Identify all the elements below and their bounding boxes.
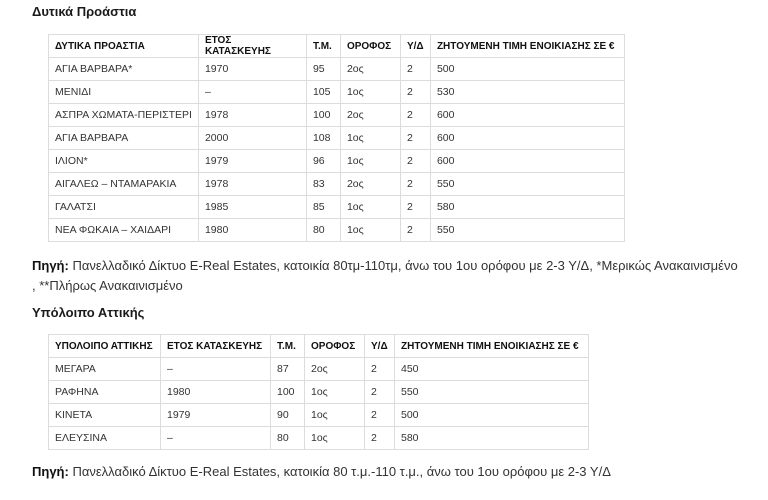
table-cell: ΑΣΠΡΑ ΧΩΜΑΤΑ-ΠΕΡΙΣΤΕΡΙ <box>49 104 199 127</box>
table-cell: 1ος <box>305 427 365 450</box>
table-row <box>49 127 625 150</box>
table-cell: 600 <box>430 127 624 150</box>
table-row <box>49 404 589 427</box>
table-cell: 580 <box>395 427 589 450</box>
table-cell: 2 <box>400 196 430 219</box>
source-label: Πηγή: <box>32 258 69 273</box>
table-cell: 100 <box>306 104 340 127</box>
table-cell: 2000 <box>198 127 306 150</box>
table-cell: 1980 <box>161 381 271 404</box>
table-row <box>49 104 625 127</box>
column-header: ΥΠΟΛΟΙΠΟ ΑΤΤΙΚΗΣ <box>49 335 161 358</box>
column-header: Υ/Δ <box>400 35 430 58</box>
source-text: Πανελλαδικό Δίκτυο E-Real Estates, κατοικία 80 τ.μ.-110 τ.μ., άνω του 1ου ορόφου με 2-3 Υ/Δ <box>68 464 611 479</box>
column-header: ΔΥΤΙΚΑ ΠΡΟΑΣΤΙΑ <box>49 35 199 58</box>
table-cell: ΜΕΓΑΡΑ <box>49 358 161 381</box>
table-cell: 90 <box>271 404 305 427</box>
table-cell: 100 <box>271 381 305 404</box>
table-cell: 108 <box>306 127 340 150</box>
column-header: Τ.Μ. <box>306 35 340 58</box>
table-row <box>49 219 625 242</box>
source-note-rest-of-attica <box>32 462 611 482</box>
table-cell: 1970 <box>198 58 306 81</box>
table-cell: 83 <box>306 173 340 196</box>
table-row <box>49 427 589 450</box>
table-cell: 2 <box>400 127 430 150</box>
table-cell: 2 <box>400 81 430 104</box>
table-cell: 1978 <box>198 104 306 127</box>
column-header: ΖΗΤΟΥΜΕΝΗ ΤΙΜΗ ΕΝΟΙΚΙΑΣΗΣ ΣΕ € <box>395 335 589 358</box>
table-row <box>49 81 625 104</box>
table-cell: 1ος <box>340 150 400 173</box>
table-cell: 80 <box>271 427 305 450</box>
table-cell: ΝΕΑ ΦΩΚΑΙΑ – ΧΑΙΔΑΡΙ <box>49 219 199 242</box>
table-cell: 1ος <box>340 127 400 150</box>
table-cell: 2ος <box>305 358 365 381</box>
table-row <box>49 196 625 219</box>
table-cell: 1ος <box>340 196 400 219</box>
column-header: ΕΤΟΣ ΚΑΤΑΣΚΕΥΗΣ <box>198 35 306 58</box>
table-cell: 1ος <box>340 81 400 104</box>
table-cell: ΚΙΝΕΤΑ <box>49 404 161 427</box>
table-cell: 2 <box>365 404 395 427</box>
table-cell: 600 <box>430 104 624 127</box>
table-cell: 96 <box>306 150 340 173</box>
table-cell: 2 <box>400 173 430 196</box>
table-cell: – <box>161 358 271 381</box>
section-heading-west-suburbs: Δυτικά Προάστια <box>32 4 137 19</box>
section-heading-rest-of-attica: Υπόλοιπο Αττικής <box>32 305 145 320</box>
table-cell: 2ος <box>340 58 400 81</box>
table-cell: ΓΑΛΑΤΣΙ <box>49 196 199 219</box>
table-cell: 2 <box>400 150 430 173</box>
source-text-continued: , **Πλήρως Ανακαινισμένο <box>32 278 183 293</box>
column-header: ΕΤΟΣ ΚΑΤΑΣΚΕΥΗΣ <box>161 335 271 358</box>
table-cell: ΑΙΓΑΛΕΩ – ΝΤΑΜΑΡΑΚΙΑ <box>49 173 199 196</box>
table-row <box>49 150 625 173</box>
table-cell: 2 <box>365 427 395 450</box>
table-row <box>49 173 625 196</box>
table-cell: ΡΑΦΗΝΑ <box>49 381 161 404</box>
table-cell: ΙΛΙΟΝ* <box>49 150 199 173</box>
table-header-row <box>49 35 625 58</box>
table-cell: 80 <box>306 219 340 242</box>
rest-of-attica-rent-table <box>48 334 589 450</box>
table-cell: ΕΛΕΥΣΙΝΑ <box>49 427 161 450</box>
column-header: Τ.Μ. <box>271 335 305 358</box>
table-cell: ΑΓΙΑ ΒΑΡΒΑΡΑ <box>49 127 199 150</box>
column-header: Υ/Δ <box>365 335 395 358</box>
table-cell: 87 <box>271 358 305 381</box>
column-header: ΟΡΟΦΟΣ <box>340 35 400 58</box>
table-cell: – <box>161 427 271 450</box>
table-cell: ΜΕΝΙΔΙ <box>49 81 199 104</box>
table-cell: ΑΓΙΑ ΒΑΡΒΑΡΑ* <box>49 58 199 81</box>
column-header: ΟΡΟΦΟΣ <box>305 335 365 358</box>
table-row <box>49 358 589 381</box>
table-cell: – <box>198 81 306 104</box>
table-cell: 2 <box>400 58 430 81</box>
table-cell: 1978 <box>198 173 306 196</box>
source-label: Πηγή: <box>32 464 69 479</box>
table-cell: 2 <box>365 358 395 381</box>
table-cell: 2 <box>400 104 430 127</box>
table-cell: 1979 <box>161 404 271 427</box>
table-header-row <box>49 335 589 358</box>
table-cell: 550 <box>430 219 624 242</box>
table-cell: 1980 <box>198 219 306 242</box>
table-cell: 500 <box>430 58 624 81</box>
table-cell: 1985 <box>198 196 306 219</box>
table-cell: 580 <box>430 196 624 219</box>
table-cell: 450 <box>395 358 589 381</box>
table-cell: 530 <box>430 81 624 104</box>
west-suburbs-rent-table <box>48 34 625 242</box>
table-cell: 2 <box>365 381 395 404</box>
table-cell: 95 <box>306 58 340 81</box>
table-cell: 2 <box>400 219 430 242</box>
source-text: Πανελλαδικό Δίκτυο E-Real Estates, κατοικία 80τμ-110τμ, άνω του 1ου ορόφου με 2-3 Υ/Δ, *Μερικώς Ανακαινισμένο <box>68 258 738 273</box>
table-cell: 550 <box>395 381 589 404</box>
table-cell: 105 <box>306 81 340 104</box>
source-note-west-suburbs <box>32 256 738 296</box>
table-cell: 85 <box>306 196 340 219</box>
table-cell: 1ος <box>340 219 400 242</box>
table-cell: 500 <box>395 404 589 427</box>
table-row <box>49 58 625 81</box>
table-cell: 1ος <box>305 381 365 404</box>
table-cell: 1ος <box>305 404 365 427</box>
table-cell: 2ος <box>340 104 400 127</box>
table-cell: 600 <box>430 150 624 173</box>
table-cell: 550 <box>430 173 624 196</box>
table-cell: 2ος <box>340 173 400 196</box>
column-header: ΖΗΤΟΥΜΕΝΗ ΤΙΜΗ ΕΝΟΙΚΙΑΣΗΣ ΣΕ € <box>430 35 624 58</box>
table-cell: 1979 <box>198 150 306 173</box>
table-row <box>49 381 589 404</box>
